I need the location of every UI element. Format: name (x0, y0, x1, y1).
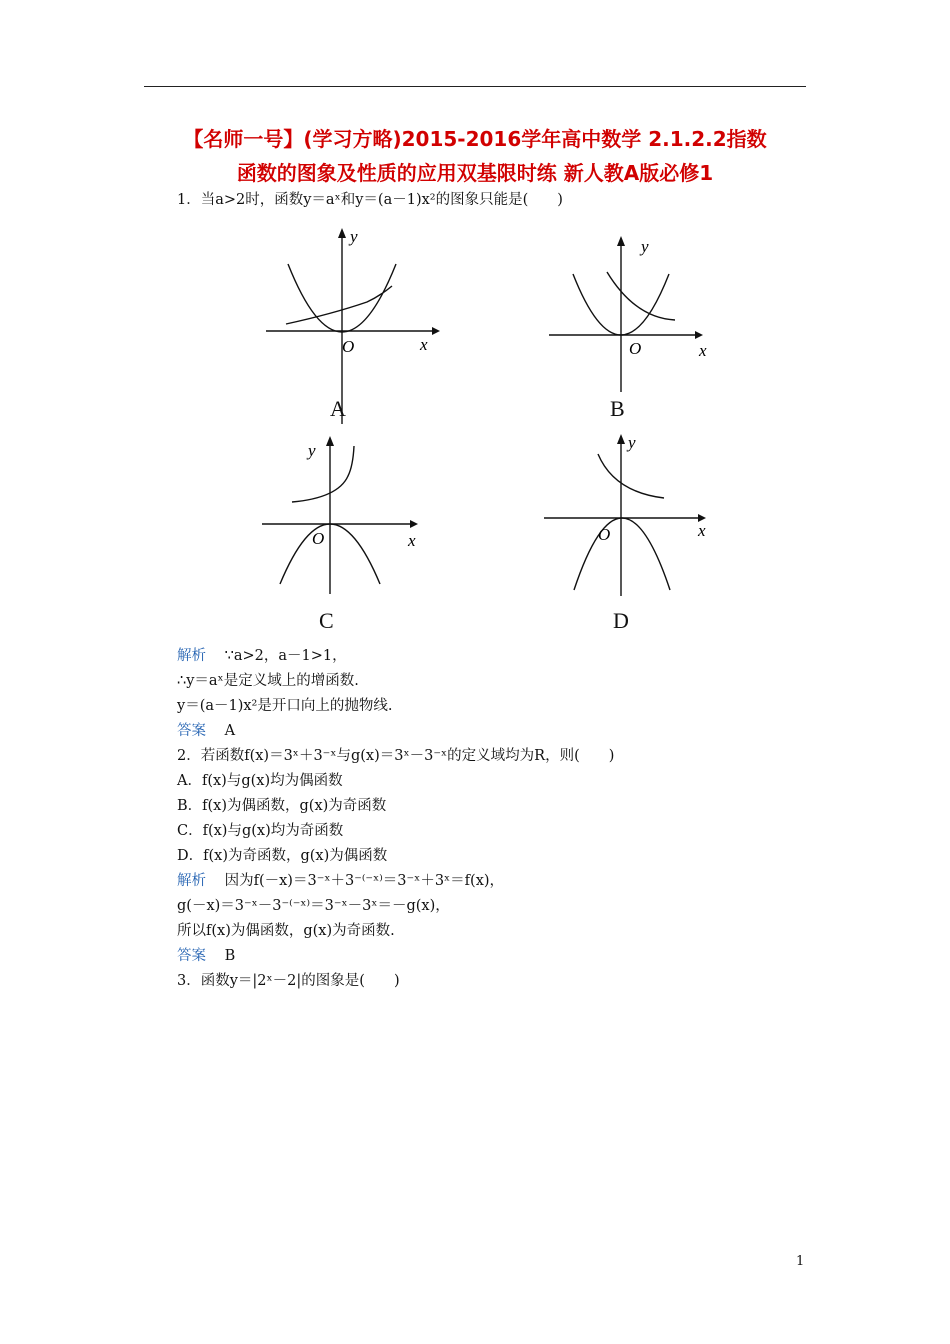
origin-label: O (629, 339, 642, 358)
graph-a-label: A (330, 396, 346, 421)
origin-label: O (312, 529, 325, 548)
q2-option-c: C．f(x)与g(x)均为奇函数 (177, 823, 344, 839)
axis-x-label: x (698, 521, 706, 540)
q2-option-b: B．f(x)为偶函数，g(x)为奇函数 (177, 798, 387, 814)
analysis-tag: 解析 (177, 648, 206, 664)
axis-x-label: x (420, 335, 428, 354)
q2-option-d: D．f(x)为奇函数，g(x)为偶函数 (177, 848, 388, 864)
doc-title-line1: 【名师一号】(学习方略)2015-2016学年高中数学 2.1.2.2指数 (183, 127, 767, 151)
axis-x-label: x (408, 531, 416, 550)
origin-label: O (342, 337, 355, 356)
axis-x-label: x (699, 341, 707, 360)
graph-d (540, 430, 720, 600)
page-number: 1 (796, 1254, 805, 1269)
q1-analysis-line3: y＝(a－1)x²是开口向上的抛物线. (177, 698, 393, 714)
q1-analysis-line1: 解析 ∵a>2，a－1>1， (177, 648, 347, 664)
axis-y-label: y (308, 441, 316, 460)
graph-b-label: B (610, 396, 625, 421)
graph-d-label: D (613, 608, 629, 633)
graph-b (545, 230, 725, 395)
q2-analysis-line1: 解析 因为f(－x)＝3⁻ˣ＋3⁻⁽⁻ˣ⁾＝3⁻ˣ＋3ˣ＝f(x)， (177, 873, 505, 889)
q1-analysis-line2: ∴y＝aˣ是定义域上的增函数. (177, 673, 359, 689)
q3-stem: 3．函数y＝|2ˣ－2|的图象是( ) (177, 973, 400, 989)
graph-c (258, 432, 438, 597)
graph-c-label: C (319, 608, 334, 633)
q2-analysis-line2: g(－x)＝3⁻ˣ－3⁻⁽⁻ˣ⁾＝3⁻ˣ－3ˣ＝－g(x)， (177, 898, 450, 914)
answer-tag: 答案 (177, 723, 206, 739)
doc-title-line2: 函数的图象及性质的应用双基限时练 新人教A版必修1 (236, 161, 714, 185)
graph-a (262, 224, 442, 429)
q2-option-a: A．f(x)与g(x)均为偶函数 (177, 773, 343, 789)
q1-stem: 1．当a>2时，函数y＝aˣ和y＝(a－1)x²的图象只能是( ) (177, 192, 563, 208)
axis-y-label: y (628, 433, 636, 452)
header-rule (144, 86, 806, 87)
axis-y-label: y (641, 237, 649, 256)
answer-tag: 答案 (177, 948, 206, 964)
q2-analysis-line3: 所以f(x)为偶函数，g(x)为奇函数. (177, 923, 395, 939)
q1-answer: 答案 A (177, 723, 236, 739)
axis-y-label: y (350, 227, 358, 246)
analysis-tag: 解析 (177, 873, 206, 889)
origin-label: O (598, 525, 611, 544)
q2-answer: 答案 B (177, 948, 236, 964)
q2-stem: 2．若函数f(x)＝3ˣ＋3⁻ˣ与g(x)＝3ˣ－3⁻ˣ的定义域均为R，则( ) (177, 748, 615, 764)
